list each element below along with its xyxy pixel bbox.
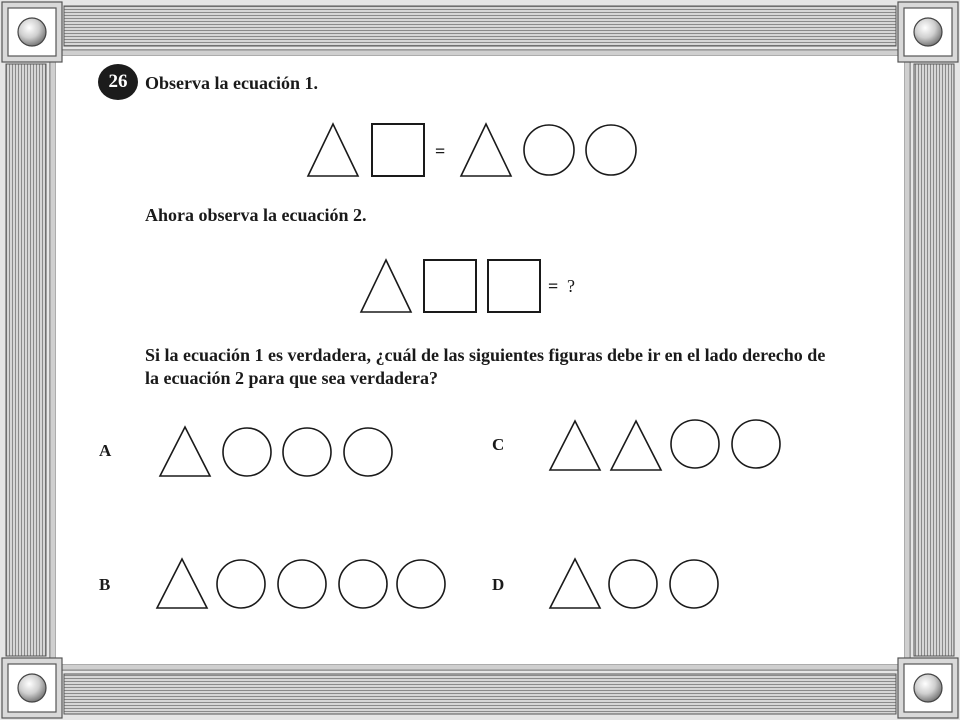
- circle-shape: [278, 560, 326, 608]
- instruction-equation-1: Observa la ecuación 1.: [145, 73, 318, 93]
- triangle-shape: [611, 421, 661, 470]
- question-prompt-line-1: Si la ecuación 1 es verdadera, ¿cuál de las siguientes figuras debe ir en el lado derecho de: [145, 345, 826, 365]
- triangle-shape: [160, 427, 210, 476]
- square-shape: [488, 260, 540, 312]
- triangle-shape: [361, 260, 411, 312]
- circle-shape: [344, 428, 392, 476]
- square-shape: [372, 124, 424, 176]
- equals-sign-2: =: [548, 276, 559, 296]
- circle-shape: [217, 560, 265, 608]
- circle-shape: [671, 420, 719, 468]
- circle-shape: [732, 420, 780, 468]
- triangle-shape: [308, 124, 358, 176]
- circle-shape: [339, 560, 387, 608]
- unknown-mark: ?: [567, 276, 575, 296]
- triangle-shape: [157, 559, 207, 608]
- circle-shape: [670, 560, 718, 608]
- circle-shape: [283, 428, 331, 476]
- square-shape: [424, 260, 476, 312]
- option-c-letter[interactable]: C: [492, 435, 505, 454]
- circle-shape: [397, 560, 445, 608]
- triangle-shape: [461, 124, 511, 176]
- equals-sign-1: =: [435, 141, 446, 161]
- option-c-shapes[interactable]: [548, 418, 788, 474]
- option-d-letter[interactable]: D: [492, 575, 505, 594]
- circle-shape: [223, 428, 271, 476]
- circle-shape: [586, 125, 636, 175]
- equation-1-left: [306, 120, 426, 180]
- instruction-equation-2: Ahora observa la ecuación 2.: [145, 205, 367, 225]
- circle-shape: [524, 125, 574, 175]
- question-number-badge: 26: [98, 64, 138, 100]
- triangle-shape: [550, 421, 600, 470]
- question-prompt-line-2: la ecuación 2 para que sea verdadera?: [145, 368, 438, 388]
- circle-shape: [609, 560, 657, 608]
- option-a-letter[interactable]: A: [99, 441, 112, 460]
- option-b-letter[interactable]: B: [99, 575, 111, 594]
- equation-1-right: [459, 120, 644, 180]
- equation-2-left: [359, 256, 544, 316]
- option-a-shapes[interactable]: [158, 424, 398, 480]
- triangle-shape: [550, 559, 600, 608]
- option-b-shapes[interactable]: [155, 556, 455, 612]
- option-d-shapes[interactable]: [548, 556, 728, 612]
